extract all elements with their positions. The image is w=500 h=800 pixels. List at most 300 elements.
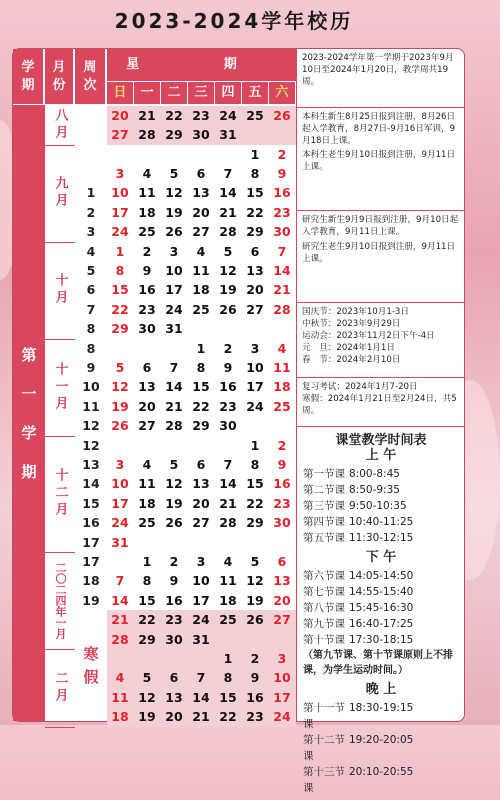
- period-name: 第九节课: [303, 618, 345, 630]
- week-number: 7: [86, 301, 96, 317]
- calendar-day: 15: [246, 185, 264, 201]
- semester-intro: 2023-2024学年第一学期于2023年9月10日至2024年1月20日，教学周共19周。: [302, 53, 454, 87]
- period-time: 14:55-15:40: [349, 586, 414, 598]
- week-number: 6: [86, 282, 96, 298]
- calendar-day: 4: [196, 243, 206, 259]
- header-month: 月份: [45, 49, 74, 104]
- calendar-day: 15: [219, 689, 237, 705]
- calendar-day: 17: [246, 379, 264, 395]
- vacation-label: 寒假: [81, 645, 100, 692]
- calendar-day: 29: [111, 321, 129, 337]
- schedule-row: [303, 482, 459, 498]
- schedule-row: [303, 498, 459, 514]
- calendar-day: 3: [115, 166, 125, 182]
- calendar-day: 10: [111, 185, 129, 201]
- calendar-day: 1: [115, 243, 125, 259]
- calendar-day: 23: [192, 107, 210, 123]
- schedule-row: [303, 600, 459, 616]
- period-name: 第六节课: [303, 570, 345, 582]
- semester-intro-box: [297, 49, 465, 108]
- calendar-day: 23: [138, 301, 156, 317]
- calendar-day: 17: [111, 495, 129, 511]
- period-name: 第一节课: [303, 468, 345, 480]
- calendar-day: 30: [192, 127, 210, 143]
- week-number: 15: [82, 495, 100, 511]
- weekday-header-4: 四: [215, 82, 241, 104]
- holiday-item: 运动会：2023年11月2日下午-4日: [302, 331, 435, 341]
- calendar-day: 5: [142, 670, 152, 686]
- week-number: 13: [82, 457, 100, 473]
- calendar-day: 16: [165, 592, 183, 608]
- evening-heading: 晚 上: [365, 682, 397, 697]
- weekday-header-0: 日: [107, 82, 133, 104]
- calendar-day: 3: [277, 651, 287, 667]
- week-number: 17: [82, 554, 100, 570]
- calendar-day: 12: [165, 185, 183, 201]
- calendar-day: 16: [219, 379, 237, 395]
- header-weekday-title: 星 期: [107, 49, 296, 81]
- week-number: 19: [82, 592, 100, 608]
- calendar-day: 17: [111, 204, 129, 220]
- exam-note: 复习考试：2024年1月7-20日: [302, 382, 418, 392]
- month-label: 十一月: [45, 339, 75, 437]
- week-number: 10: [82, 379, 100, 395]
- calendar-day: 27: [246, 301, 264, 317]
- calendar-day: 6: [196, 166, 206, 182]
- period-time: 19:20-20:05: [349, 734, 414, 746]
- schedule-row: [303, 700, 459, 732]
- calendar-day: 23: [165, 612, 183, 628]
- period-name: 第四节课: [303, 516, 345, 528]
- calendar-day: 13: [138, 379, 156, 395]
- calendar-day: 18: [192, 282, 210, 298]
- calendar-day: 1: [250, 146, 260, 162]
- period-name: 第十二节课: [303, 734, 345, 762]
- month-label: 九月: [45, 145, 75, 243]
- period-time: 18:30-19:15: [349, 702, 414, 714]
- semester-char: 学: [21, 424, 37, 442]
- week-number: 1: [86, 185, 96, 201]
- calendar-day: 20: [138, 398, 156, 414]
- calendar-day: 7: [196, 670, 206, 686]
- calendar-day: 12: [165, 476, 183, 492]
- calendar-day: 10: [111, 476, 129, 492]
- period-time: 10:40-11:25: [349, 516, 414, 528]
- calendar-day: 18: [138, 495, 156, 511]
- week-number: 9: [86, 360, 96, 376]
- calendar-day: 1: [196, 340, 206, 356]
- calendar-day: 6: [250, 243, 260, 259]
- calendar-card: [12, 48, 465, 794]
- calendar-day: 23: [273, 495, 291, 511]
- calendar-day: 31: [219, 127, 237, 143]
- calendar-day: 13: [273, 573, 291, 589]
- period-name: 第五节课: [303, 532, 345, 544]
- calendar-day: 16: [273, 185, 291, 201]
- calendar-day: 8: [142, 573, 152, 589]
- calendar-day: 6: [169, 670, 179, 686]
- calendar-day: 24: [165, 301, 183, 317]
- calendar-day: 28: [111, 631, 129, 647]
- calendar-day: 29: [246, 515, 264, 531]
- weekday-header-5: 五: [242, 82, 268, 104]
- calendar-day: 15: [111, 282, 129, 298]
- calendar-day: 5: [223, 243, 233, 259]
- calendar-day: 27: [111, 127, 129, 143]
- calendar-day: 11: [138, 476, 156, 492]
- calendar-day: 2: [169, 554, 179, 570]
- calendar-day: 23: [273, 204, 291, 220]
- calendar-day: 27: [273, 612, 291, 628]
- calendar-day: 28: [138, 127, 156, 143]
- semester-label: [13, 105, 45, 721]
- calendar-day: 4: [142, 457, 152, 473]
- week-number: 12: [82, 437, 100, 453]
- calendar-day: 21: [165, 398, 183, 414]
- calendar-day: 31: [111, 534, 129, 550]
- calendar-day: 24: [219, 107, 237, 123]
- schedule-row: [303, 584, 459, 600]
- semester-char: 第: [21, 346, 37, 364]
- period-time: 8:50-9:35: [349, 484, 400, 496]
- weekday-header-3: 三: [188, 82, 214, 104]
- calendar-day: 28: [219, 224, 237, 240]
- calendar-day: 20: [192, 495, 210, 511]
- calendar-day: 30: [219, 418, 237, 434]
- calendar-day: 24: [273, 709, 291, 725]
- period-name: 第三节课: [303, 500, 345, 512]
- calendar-day: 15: [192, 379, 210, 395]
- schedule-row: [303, 514, 459, 530]
- calendar-day: 15: [246, 476, 264, 492]
- calendar-day: 30: [273, 515, 291, 531]
- calendar-day: 16: [138, 282, 156, 298]
- calendar-day: 9: [169, 573, 179, 589]
- page-title: 2023-2024学年校历: [114, 8, 354, 33]
- notes-panel: [296, 49, 465, 794]
- period-time: 9:50-10:35: [349, 500, 407, 512]
- calendar-day: 25: [138, 224, 156, 240]
- calendar-day: 8: [115, 263, 125, 279]
- week-number: 3: [86, 224, 96, 240]
- week-number: 2: [86, 204, 96, 220]
- week-number: 8: [86, 321, 96, 337]
- calendar-day: 29: [165, 127, 183, 143]
- calendar-day: 22: [246, 495, 264, 511]
- calendar-day: 19: [165, 495, 183, 511]
- calendar-day: 16: [273, 476, 291, 492]
- winter-note: 寒假：2024年1月21日至2月24日，共5周。: [302, 394, 457, 416]
- period-time: 16:40-17:25: [349, 618, 414, 630]
- period-name: 第八节课: [303, 602, 345, 614]
- calendar-day: 29: [138, 631, 156, 647]
- calendar-day: 21: [273, 282, 291, 298]
- calendar-day: 25: [273, 398, 291, 414]
- calendar-day: 11: [111, 689, 129, 705]
- calendar-day: 13: [165, 689, 183, 705]
- calendar-day: 26: [246, 612, 264, 628]
- calendar-day: 12: [138, 689, 156, 705]
- calendar-day: 4: [223, 554, 233, 570]
- calendar-day: 3: [115, 457, 125, 473]
- calendar-day: 12: [111, 379, 129, 395]
- afternoon-heading: 下 午: [365, 550, 397, 565]
- period-name: 第十节课: [303, 634, 345, 646]
- calendar-day: 16: [246, 689, 264, 705]
- calendar-day: 17: [192, 592, 210, 608]
- month-label: 十二月: [45, 436, 75, 553]
- calendar-day: 24: [111, 224, 129, 240]
- calendar-day: 22: [246, 204, 264, 220]
- calendar-day: 23: [246, 709, 264, 725]
- undergrad-old-note: 本科生老生9月10日报到注册，9月11日上课。: [302, 150, 456, 172]
- period-time: 15:45-16:30: [349, 602, 414, 614]
- calendar-day: 15: [138, 592, 156, 608]
- calendar-day: 5: [115, 360, 125, 376]
- calendar-day: 18: [111, 709, 129, 725]
- calendar-day: 20: [192, 204, 210, 220]
- calendar-day: 26: [165, 224, 183, 240]
- calendar-day: 27: [138, 418, 156, 434]
- header-term: 学期: [13, 49, 44, 104]
- schedule-row: [303, 466, 459, 482]
- calendar-day: 2: [142, 243, 152, 259]
- calendar-day: 30: [273, 224, 291, 240]
- calendar-day: 19: [138, 709, 156, 725]
- calendar-day: 26: [219, 301, 237, 317]
- weekday-header-1: 一: [134, 82, 160, 104]
- calendar-day: 19: [111, 398, 129, 414]
- schedule-row: [303, 568, 459, 584]
- period-name: 第十三节课: [303, 766, 345, 794]
- calendar-day: 25: [192, 301, 210, 317]
- grad-old-note: 研究生老生9月10日报到注册，9月11日上课。: [302, 242, 456, 264]
- holiday-item: 国庆节：2023年10月1-3日: [302, 307, 409, 317]
- calendar-day: 20: [273, 592, 291, 608]
- calendar-day: 1: [142, 554, 152, 570]
- calendar-day: 18: [138, 204, 156, 220]
- schedule-row: [303, 632, 459, 648]
- calendar-day: 10: [192, 573, 210, 589]
- calendar-day: 22: [219, 709, 237, 725]
- calendar-day: 4: [115, 670, 125, 686]
- calendar-day: 9: [250, 670, 260, 686]
- calendar-day: 12: [219, 263, 237, 279]
- month-label: 二〇二四年一月: [45, 552, 75, 650]
- calendar-day: 14: [192, 689, 210, 705]
- calendar-day: 19: [246, 592, 264, 608]
- calendar-day: 21: [219, 204, 237, 220]
- calendar-day: 2: [277, 437, 287, 453]
- calendar-day: 3: [196, 554, 206, 570]
- period-name: 第七节课: [303, 586, 345, 598]
- class-schedule: [297, 427, 465, 800]
- week-number: 17: [82, 534, 100, 550]
- calendar-day: 25: [138, 515, 156, 531]
- calendar-day: 5: [250, 554, 260, 570]
- header-week: 周次: [75, 49, 106, 104]
- grad-new-note: 研究生新生9月9日报到注册，9月10日起入学教育，9月11日上课。: [302, 215, 459, 237]
- calendar-day: 14: [219, 185, 237, 201]
- calendar-day: 24: [192, 612, 210, 628]
- calendar-day: 22: [111, 301, 129, 317]
- period-name: 第二节课: [303, 484, 345, 496]
- calendar-day: 13: [246, 263, 264, 279]
- calendar-day: 14: [165, 379, 183, 395]
- morning-heading: 上 午: [365, 448, 397, 463]
- calendar-day: 3: [169, 243, 179, 259]
- schedule-row: [303, 764, 459, 796]
- calendar-day: 22: [192, 398, 210, 414]
- calendar-day: 27: [192, 224, 210, 240]
- calendar-day: 11: [273, 360, 291, 376]
- calendar-day: 28: [273, 301, 291, 317]
- calendar-day: 3: [250, 340, 260, 356]
- calendar-day: 10: [165, 263, 183, 279]
- week-number: 18: [82, 573, 100, 589]
- calendar-day: 21: [192, 709, 210, 725]
- calendar-day: 7: [223, 166, 233, 182]
- period-name: 第十一节课: [303, 702, 345, 730]
- calendar-day: 21: [219, 495, 237, 511]
- calendar-day: 11: [219, 573, 237, 589]
- calendar-day: 7: [223, 457, 233, 473]
- period-time: 20:10-20:55: [349, 766, 414, 778]
- calendar-day: 12: [246, 573, 264, 589]
- week-number: 5: [86, 263, 96, 279]
- calendar-day: 18: [219, 592, 237, 608]
- calendar-day: 23: [219, 398, 237, 414]
- calendar-day: 27: [192, 515, 210, 531]
- calendar-day: 30: [138, 321, 156, 337]
- calendar-day: 19: [219, 282, 237, 298]
- schedule-title: 课堂教学时间表: [335, 433, 427, 448]
- holiday-item: 中秋节：2023年9月29日: [302, 319, 401, 329]
- calendar-day: 20: [165, 709, 183, 725]
- calendar-day: 22: [138, 612, 156, 628]
- calendar-day: 24: [111, 515, 129, 531]
- calendar-day: 8: [223, 670, 233, 686]
- calendar-day: 14: [111, 592, 129, 608]
- weekday-header-2: 二: [161, 82, 187, 104]
- calendar-day: 13: [192, 185, 210, 201]
- month-label: 十月: [45, 242, 75, 340]
- graduate-box: [297, 211, 465, 303]
- calendar-day: 8: [250, 166, 260, 182]
- calendar-day: 5: [169, 457, 179, 473]
- calendar-day: 9: [223, 360, 233, 376]
- calendar-day: 22: [165, 107, 183, 123]
- undergrad-new-note: 本科生新生8月25日报到注册，8月26日起入学教育，8月27日-9月16日军训，9月18日上课。: [302, 112, 456, 146]
- calendar-day: 9: [277, 457, 287, 473]
- week-number: 8: [86, 340, 96, 356]
- calendar-day: 7: [277, 243, 287, 259]
- calendar-day: 26: [165, 515, 183, 531]
- calendar-day: 10: [273, 670, 291, 686]
- semester-char: 期: [21, 463, 37, 481]
- calendar-day: 28: [165, 418, 183, 434]
- calendar-day: 17: [165, 282, 183, 298]
- calendar-day: 21: [111, 612, 129, 628]
- afternoon-note: （第九节课、第十节课原则上不排课，为学生运动时间。）: [303, 650, 453, 676]
- period-time: 11:30-12:15: [349, 532, 414, 544]
- calendar-day: 31: [165, 321, 183, 337]
- calendar-day: 31: [192, 631, 210, 647]
- week-number: 12: [82, 418, 100, 434]
- calendar-day: 30: [165, 631, 183, 647]
- calendar-day: 2: [223, 340, 233, 356]
- calendar-day: 7: [115, 573, 125, 589]
- calendar-day: 2: [277, 146, 287, 162]
- calendar-day: 1: [223, 651, 233, 667]
- calendar-day: 13: [192, 476, 210, 492]
- calendar-day: 19: [165, 204, 183, 220]
- month-label: 八月: [45, 106, 75, 146]
- calendar-day: 6: [196, 457, 206, 473]
- calendar-day: 14: [273, 263, 291, 279]
- calendar-day: 14: [219, 476, 237, 492]
- calendar-day: 9: [277, 166, 287, 182]
- holiday-item: 春 节：2024年2月10日: [302, 355, 401, 365]
- calendar-day: 8: [250, 457, 260, 473]
- calendar-day: 29: [192, 418, 210, 434]
- calendar-day: 18: [273, 379, 291, 395]
- calendar-day: 8: [196, 360, 206, 376]
- schedule-row: [303, 616, 459, 632]
- calendar-day: 9: [142, 263, 152, 279]
- calendar-day: 11: [138, 185, 156, 201]
- calendar-day: 25: [219, 612, 237, 628]
- period-time: 17:30-18:15: [349, 634, 414, 646]
- week-number: 16: [82, 515, 100, 531]
- holiday-item: 元 旦：2024年1月1日: [302, 343, 395, 353]
- calendar-day: 26: [273, 107, 291, 123]
- calendar-day: 2: [250, 651, 260, 667]
- page-title-bar: [0, 0, 468, 38]
- exam-box: [297, 378, 465, 427]
- week-number: 14: [82, 476, 100, 492]
- calendar-day: 20: [111, 107, 129, 123]
- week-number: 4: [86, 243, 96, 259]
- semester-char: 一: [21, 385, 37, 403]
- calendar-day: 5: [169, 166, 179, 182]
- calendar-day: 24: [246, 398, 264, 414]
- calendar-day: 6: [142, 360, 152, 376]
- period-time: 14:05-14:50: [349, 570, 414, 582]
- calendar-day: 20: [246, 282, 264, 298]
- calendar-day: 26: [111, 418, 129, 434]
- calendar-day: 21: [138, 107, 156, 123]
- calendar-day: 4: [277, 340, 287, 356]
- calendar-day: 17: [273, 689, 291, 705]
- period-time: 8:00-8:45: [349, 468, 400, 480]
- calendar-day: 4: [142, 166, 152, 182]
- calendar-day: 25: [246, 107, 264, 123]
- week-number: 11: [82, 398, 100, 414]
- weekday-header-6: 六: [269, 82, 295, 104]
- schedule-row: [303, 530, 459, 546]
- calendar-day: 6: [277, 554, 287, 570]
- month-label: 二月: [45, 649, 75, 728]
- schedule-row: [303, 732, 459, 764]
- calendar-day: 11: [192, 263, 210, 279]
- calendar-day: 29: [246, 224, 264, 240]
- calendar-day: 10: [246, 360, 264, 376]
- undergrad-box: [297, 108, 465, 211]
- calendar-day: 28: [219, 515, 237, 531]
- holidays-box: [297, 303, 465, 378]
- calendar-day: 1: [250, 437, 260, 453]
